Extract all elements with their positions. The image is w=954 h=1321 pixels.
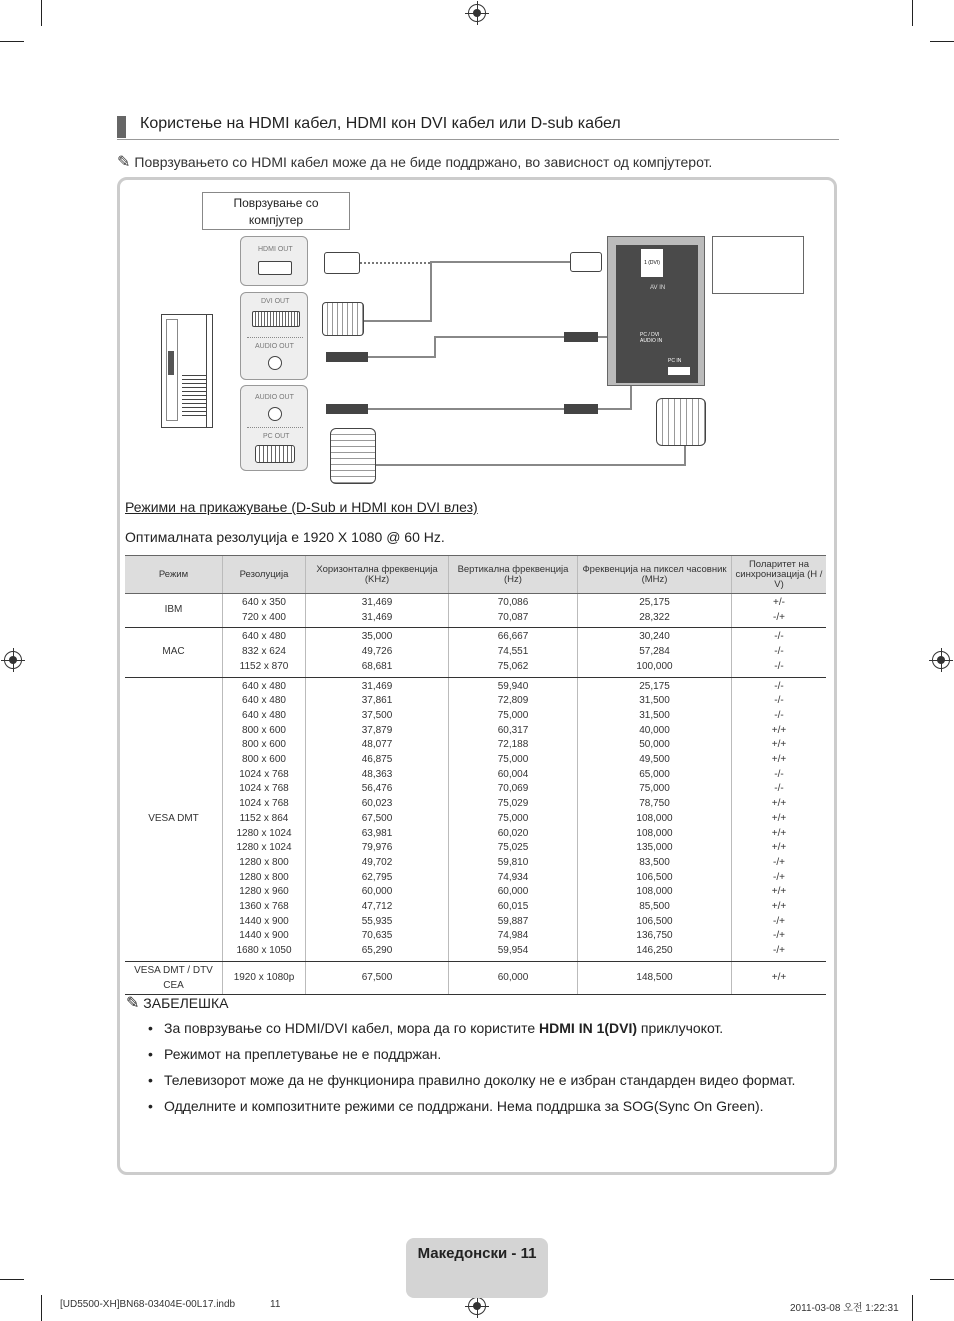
cell-value: +/+ [771, 827, 787, 839]
audio-plug-icon [326, 352, 368, 362]
cell-value: 148,500 [636, 971, 673, 983]
cell-value: -/- [774, 680, 784, 692]
cell-value: 75,000 [639, 783, 670, 795]
tv-hdmi-dvi-port-label: 1 (DVI) [641, 249, 663, 277]
registration-mark-icon [468, 1297, 486, 1315]
value-cell [578, 594, 732, 628]
cell-value: 70,087 [497, 611, 529, 623]
mode-cell: IBM [125, 594, 223, 628]
audio-jack-icon [268, 407, 282, 421]
vga-cable [376, 464, 686, 466]
cell-value: +/+ [771, 901, 787, 913]
cell-value: 31,469 [361, 680, 393, 692]
cell-value: 640 x 480 [242, 695, 286, 707]
cell-value: 85,500 [639, 901, 670, 913]
pencil-icon: ✎ [117, 154, 131, 171]
cell-value: 67,500 [361, 971, 393, 983]
cell-value: 106,500 [636, 915, 673, 927]
title-divider [117, 139, 839, 140]
mode-cell: VESA DMT [125, 677, 223, 961]
audio-plug-icon [326, 404, 368, 414]
cell-value: 1280 x 800 [239, 871, 289, 883]
hdmi-cable [360, 262, 430, 264]
hdmi-port-icon [258, 261, 292, 275]
page-title: Користење на HDMI кабел, HDMI кон DVI кабел или D-sub кабел [140, 115, 621, 132]
audio-cable [368, 408, 564, 410]
cell-value: 78,750 [639, 798, 670, 810]
column-header: Режим [125, 556, 223, 594]
cell-value: 640 x 480 [242, 631, 286, 643]
table-row [125, 677, 826, 961]
print-date: 2011-03-08 오전 1:22:31 [790, 1303, 899, 1314]
cell-value: 49,500 [639, 754, 670, 766]
cell-value: 800 x 600 [242, 739, 286, 751]
cell-value: 640 x 480 [242, 709, 286, 721]
tv-pc-in-label: PC IN [668, 358, 682, 364]
cell-value: 79,976 [361, 842, 393, 854]
cell-value: 31,469 [361, 611, 393, 623]
note-text: приклучокот. [637, 1020, 724, 1036]
cell-value: 1360 x 768 [239, 901, 289, 913]
pc-out-label: PC OUT [263, 433, 290, 440]
dvi-plug-icon [322, 302, 364, 336]
hdmi-plug-icon [324, 252, 360, 274]
tv-pc-dvi-audio-label [640, 332, 662, 344]
cell-value: 1680 x 1050 [236, 945, 292, 957]
value-cell [223, 677, 306, 961]
cell-value: 136,750 [636, 930, 673, 942]
cell-value: 70,069 [497, 783, 529, 795]
value-cell [732, 961, 827, 994]
cell-value: 48,077 [361, 739, 393, 751]
cell-value: 1152 x 870 [239, 660, 289, 672]
cell-value: 30,240 [639, 631, 670, 643]
value-cell [306, 961, 449, 994]
cell-value: 60,000 [361, 886, 393, 898]
column-header: Вертикална фреквенција (Hz) [449, 556, 578, 594]
cell-value: 72,188 [497, 739, 529, 751]
cell-value: 35,000 [361, 631, 393, 643]
cell-value: 59,887 [497, 915, 529, 927]
cell-value: -/- [774, 631, 784, 643]
cell-value: 832 x 624 [242, 646, 286, 658]
connect-label-line: компјутер [248, 213, 304, 227]
cell-value: 1280 x 960 [239, 886, 289, 898]
cell-value: 1280 x 1024 [236, 827, 292, 839]
value-cell [578, 677, 732, 961]
value-cell [306, 677, 449, 961]
cell-value: 108,000 [636, 812, 673, 824]
audio-cable [368, 356, 436, 358]
note-bold-text: HDMI IN 1(DVI) [539, 1020, 638, 1036]
crop-mark [912, 0, 913, 26]
list-item: • Одделните и композитните режими се поддржани. Нема поддршка за SOG(Sync On Green). [148, 1097, 808, 1116]
compat-note-text: Поврзувањето со HDMI кабел може да не биде поддржано, во зависност од компјутерот. [134, 154, 713, 170]
dvi-out-panel [240, 292, 308, 380]
value-cell [223, 594, 306, 628]
column-header: Поларитет на синхронизација (H / V) [732, 556, 827, 594]
value-cell [306, 594, 449, 628]
cell-value: 83,500 [639, 856, 670, 868]
compat-note [117, 152, 712, 172]
column-header: Хоризонтална фреквенција (KHz) [306, 556, 449, 594]
cell-value: -/- [774, 709, 784, 721]
cell-value: 75,025 [497, 842, 529, 854]
cell-value: 60,317 [497, 724, 529, 736]
cell-value: 47,712 [361, 901, 393, 913]
pencil-icon: ✎ [126, 995, 140, 1012]
audio-plug-icon [564, 404, 598, 414]
column-header: Резолуција [223, 556, 306, 594]
note-text: За поврзување со HDMI/DVI кабел, мора да го користите [164, 1020, 540, 1036]
cell-value: 57,284 [639, 646, 670, 658]
cell-value: +/+ [771, 724, 787, 736]
title-marker [117, 116, 126, 138]
tv-rear-panel [607, 236, 705, 386]
cell-value: -/- [774, 660, 784, 672]
cell-value: -/+ [773, 871, 785, 883]
cell-value: +/+ [771, 971, 787, 983]
list-item [148, 1019, 808, 1038]
table-row [125, 628, 826, 677]
cell-value: 108,000 [636, 886, 673, 898]
hdmi-plug-icon [570, 252, 602, 272]
computer-tower-icon [161, 314, 213, 428]
column-header: Фреквенција на пиксел часовник (MHz) [578, 556, 732, 594]
audio-cable [598, 408, 630, 410]
dvi-out-label: DVI OUT [261, 298, 290, 305]
cell-value: -/- [774, 646, 784, 658]
notes-list [148, 1019, 808, 1123]
cell-value: 60,015 [497, 901, 529, 913]
file-info: [UD5500-XH]BN68-03404E-00L17.indb [60, 1299, 236, 1310]
audio-out-label: AUDIO OUT [255, 394, 294, 401]
cell-value: 1024 x 768 [239, 798, 289, 810]
cell-value: 67,500 [361, 812, 393, 824]
cell-value: 31,500 [639, 695, 670, 707]
cell-value: 40,000 [639, 724, 670, 736]
cell-value: 56,476 [361, 783, 393, 795]
cell-value: 640 x 480 [242, 680, 286, 692]
notes-heading [126, 993, 228, 1013]
table-row [125, 594, 826, 628]
cell-value: 74,551 [497, 646, 529, 658]
cell-value: 50,000 [639, 739, 670, 751]
cell-value: 1440 x 900 [239, 915, 289, 927]
cell-value: 48,363 [361, 768, 393, 780]
cell-value: 1920 x 1080p [233, 971, 295, 983]
cell-value: 63,981 [361, 827, 393, 839]
cell-value: 46,875 [361, 754, 393, 766]
audio-out-label: AUDIO OUT [255, 343, 294, 350]
value-cell [449, 961, 578, 994]
cell-value: 65,000 [639, 768, 670, 780]
cell-value: 146,250 [636, 945, 673, 957]
cell-value: 31,500 [639, 709, 670, 721]
value-cell [223, 961, 306, 994]
tv-audio-in-label: AUDIO IN [640, 338, 663, 344]
connect-label-line: Поврзување со [233, 196, 319, 210]
table-body [125, 594, 826, 995]
crop-mark [930, 1279, 954, 1280]
cell-value: -/+ [773, 945, 785, 957]
cell-value: -/- [774, 783, 784, 795]
cell-value: 70,635 [361, 930, 393, 942]
cell-value: 75,000 [497, 709, 529, 721]
cell-value: 800 x 600 [242, 724, 286, 736]
hdmi-out-panel [240, 236, 308, 286]
optimal-resolution: Оптималната резолуција е 1920 X 1080 @ 60 Hz. [125, 529, 445, 545]
crop-mark [0, 41, 24, 42]
cell-value: 1152 x 864 [239, 812, 289, 824]
cell-value: 60,000 [497, 971, 529, 983]
value-cell [306, 628, 449, 677]
connect-computer-label [202, 192, 350, 230]
audio-cable [434, 337, 436, 358]
cell-value: 55,935 [361, 915, 393, 927]
dvi-cable [430, 261, 432, 321]
cell-value: 37,500 [361, 709, 393, 721]
cell-value: 60,000 [497, 886, 529, 898]
cell-value: 75,029 [497, 798, 529, 810]
cell-value: 59,940 [497, 680, 529, 692]
hdmi-out-label: HDMI OUT [258, 246, 293, 253]
tv-outline-icon [712, 236, 804, 294]
cell-value: -/+ [773, 915, 785, 927]
cell-value: 72,809 [497, 695, 529, 707]
cell-value: 60,020 [497, 827, 529, 839]
cell-value: 74,934 [497, 871, 529, 883]
vga-cable [684, 446, 686, 466]
cell-value: 60,023 [361, 798, 393, 810]
cell-value: 1024 x 768 [239, 783, 289, 795]
cell-value: +/+ [771, 798, 787, 810]
registration-mark-icon [4, 651, 22, 669]
value-cell [223, 628, 306, 677]
cell-value: 65,290 [361, 945, 393, 957]
cell-value: 74,984 [497, 930, 529, 942]
cell-value: 1440 x 900 [239, 930, 289, 942]
cell-value: 62,795 [361, 871, 393, 883]
cell-value: 75,000 [497, 754, 529, 766]
cell-value: 25,175 [639, 597, 670, 608]
cell-value: -/+ [773, 930, 785, 942]
tv-pc-dvi-label: PC / DVI [640, 332, 660, 338]
cell-value: +/+ [771, 812, 787, 824]
audio-cable [434, 336, 564, 338]
cell-value: 59,954 [497, 945, 529, 957]
file-page-number: 11 [270, 1299, 281, 1310]
pc-out-panel [240, 385, 308, 471]
crop-mark [912, 1295, 913, 1321]
page-number-label: Македонски - 11 [417, 1245, 537, 1262]
cell-value: +/+ [771, 886, 787, 898]
cell-value: 800 x 600 [242, 754, 286, 766]
mode-cell: VESA DMT / DTV CEA [125, 961, 223, 994]
display-modes-table [125, 555, 826, 995]
value-cell [449, 594, 578, 628]
cell-value: +/- [773, 597, 785, 608]
cell-value: 135,000 [636, 842, 673, 854]
audio-plug-icon [564, 332, 598, 342]
cell-value: 37,861 [361, 695, 393, 707]
dvi-port-icon [252, 311, 300, 327]
cell-value: 66,667 [497, 631, 529, 643]
cell-value: 1024 x 768 [239, 768, 289, 780]
cell-value: 49,726 [361, 646, 393, 658]
value-cell [578, 961, 732, 994]
cell-value: -/+ [773, 611, 785, 623]
cell-value: 60,004 [497, 768, 529, 780]
value-cell [732, 628, 827, 677]
cell-value: 70,086 [497, 597, 529, 608]
crop-mark [41, 1295, 42, 1321]
hdmi-cable [430, 261, 570, 263]
cell-value: 100,000 [636, 660, 673, 672]
modes-title: Режими на прикажување (D-Sub и HDMI кон DVI влез) [125, 499, 478, 515]
vga-plug-icon [656, 398, 706, 446]
cell-value: +/+ [771, 739, 787, 751]
list-item: • Телевизорот може да не функционира правилно доколку не е избран стандарден видео формат. [148, 1071, 808, 1090]
value-cell [732, 677, 827, 961]
tv-vga-port-icon [668, 367, 690, 375]
vga-plug-icon [330, 428, 376, 484]
crop-mark [41, 0, 42, 26]
crop-mark [0, 1279, 24, 1280]
cell-value: 28,322 [639, 611, 670, 623]
notes-heading-text: ЗАБЕЛЕШКА [143, 995, 229, 1011]
table-header-row [125, 556, 826, 594]
crop-mark [930, 41, 954, 42]
value-cell [449, 677, 578, 961]
value-cell [449, 628, 578, 677]
audio-jack-icon [268, 356, 282, 370]
cell-value: 75,062 [497, 660, 529, 672]
cell-value: 59,810 [497, 856, 529, 868]
cell-value: 37,879 [361, 724, 393, 736]
cell-value: 1280 x 1024 [236, 842, 292, 854]
cell-value: 31,469 [361, 597, 393, 608]
dvi-cable [364, 320, 432, 322]
registration-mark-icon [468, 4, 486, 22]
cell-value: 75,000 [497, 812, 529, 824]
cell-value: -/- [774, 695, 784, 707]
cell-value: 68,681 [361, 660, 393, 672]
table-row [125, 961, 826, 994]
list-item: • Режимот на преплетување не е поддржан. [148, 1045, 808, 1064]
value-cell [732, 594, 827, 628]
cell-value: 49,702 [361, 856, 393, 868]
cell-value: 25,175 [639, 680, 670, 692]
cell-value: -/- [774, 768, 784, 780]
tv-av-in-label: AV IN [650, 285, 666, 291]
mode-cell: MAC [125, 628, 223, 677]
cell-value: +/+ [771, 842, 787, 854]
cell-value: 720 x 400 [242, 611, 286, 623]
cell-value: 108,000 [636, 827, 673, 839]
cell-value: +/+ [771, 754, 787, 766]
vga-port-icon [255, 445, 295, 463]
cell-value: 640 x 350 [242, 597, 286, 608]
cell-value: -/+ [773, 856, 785, 868]
cell-value: 1280 x 800 [239, 856, 289, 868]
cell-value: 106,500 [636, 871, 673, 883]
value-cell [578, 628, 732, 677]
registration-mark-icon [932, 651, 950, 669]
